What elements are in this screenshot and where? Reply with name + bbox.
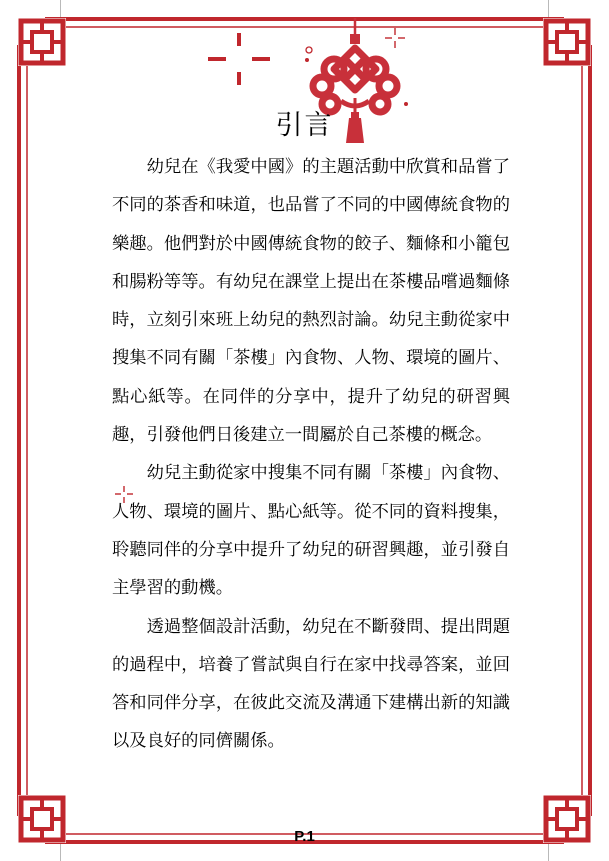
crop-mark-top-left <box>60 0 61 18</box>
sparkle-icon <box>208 33 270 85</box>
crop-mark-bottom-right <box>548 843 549 861</box>
paragraph-2[interactable]: 幼兒主動從家中搜集不同有關「茶樓」內食物、人物、環境的圖片、點心紙等。從不同的資料搜集，聆聽同伴的分享中提升了幼兒的研習興趣，並引發自主學習的動機。 <box>112 463 510 599</box>
sparkle-dot-icon <box>305 58 309 62</box>
sparkle-dot-icon <box>306 47 312 53</box>
paragraph-1[interactable]: 幼兒在《我愛中國》的主題活動中欣賞和品嘗了不同的茶香和味道，也品嘗了不同的中國傳統食物的樂趣。他們對於中國傳統食物的餃子、麵條和小籠包和腸粉等等。有幼兒在課堂上提出在茶樓品嚐過麵條時，立刻引來班上幼兒的熱烈討論。幼兒主動從家中搜集不同有關「茶樓」內食物、人物、環境的圖片、點心紙等。在同伴的分享中，提升了幼兒的研習興趣，引發他們日後建立一間屬於自己茶樓的概念。 <box>112 157 510 446</box>
lattice-corner-icon <box>543 18 591 66</box>
paragraph-3[interactable]: 透過整個設計活動，幼兒在不斷發問、提出問題的過程中，培養了嘗試與自行在家中找尋答案，並回答和同伴分享，在彼此交流及溝通下建構出新的知識以及良好的同儕關係。 <box>112 616 510 752</box>
sparkle-icon <box>385 28 405 48</box>
lattice-corner-icon <box>18 18 66 66</box>
crop-mark-top-right <box>548 0 549 18</box>
crop-mark-bottom-left <box>60 843 61 861</box>
page-number: P.1 <box>294 828 315 845</box>
document-body[interactable] <box>112 148 510 761</box>
page-title: 引言 <box>275 110 334 141</box>
